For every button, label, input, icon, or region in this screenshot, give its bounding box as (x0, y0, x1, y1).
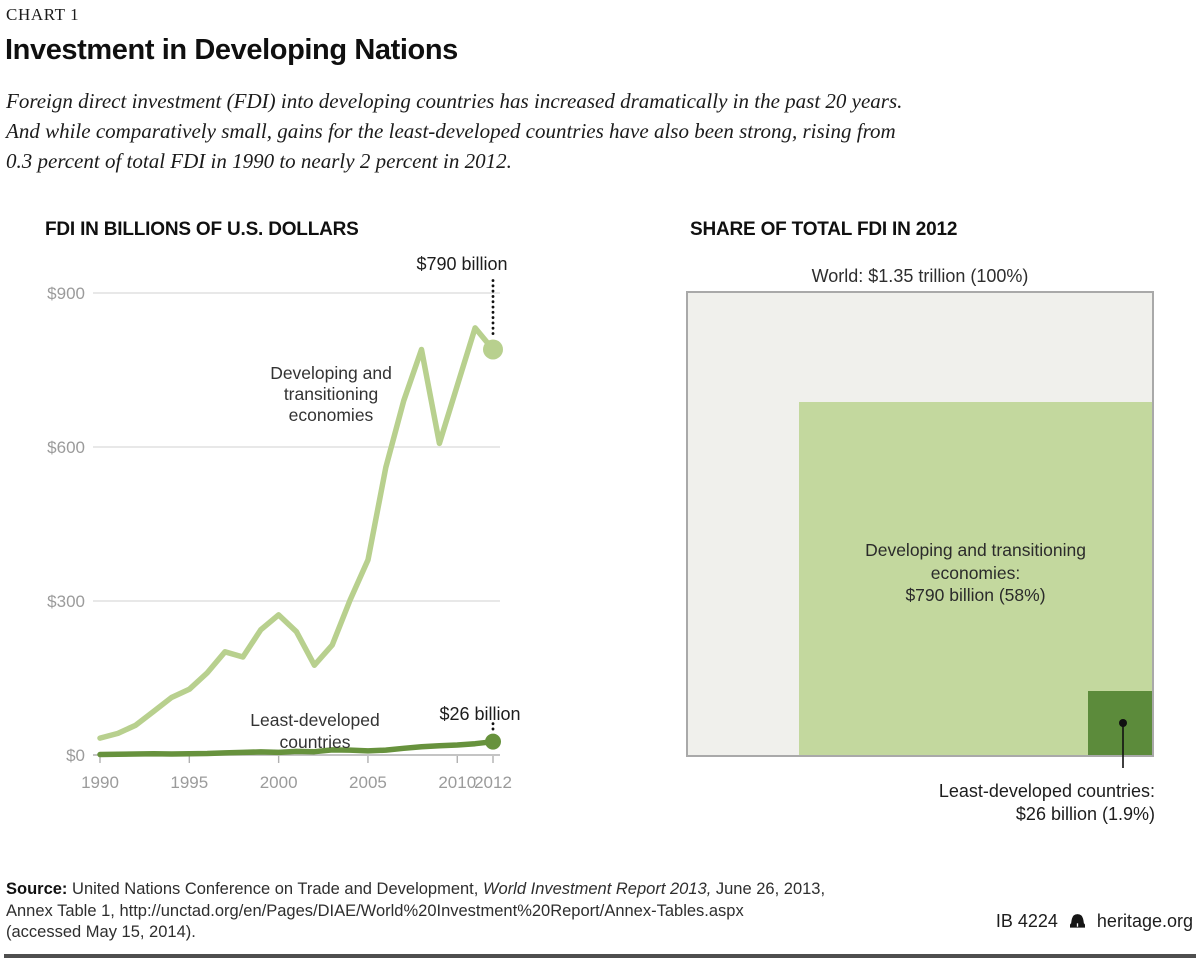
footer (996, 911, 1193, 932)
bottom-rule (4, 954, 1196, 958)
heritage-bell-icon (1067, 912, 1088, 931)
subtitle (6, 86, 902, 176)
source-line: (accessed May 15, 2014). (6, 923, 196, 941)
svg-text:$900: $900 (47, 284, 85, 303)
world-total-label: World: $1.35 trillion (100%) (811, 266, 1029, 286)
page-title: Investment in Developing Nations (5, 34, 458, 66)
series-label-least-developed: Least-developed countries (250, 710, 380, 752)
source-line: Source: United Nations Conference on Trade and Development, World Investment Report 2013, June 26, 2013, (6, 880, 826, 898)
doc-id: IB 4224 (995, 911, 1058, 931)
annotation-26-billion: $26 billion (439, 704, 521, 724)
subtitle-line: 0.3 percent of total FDI in 1990 to nearly 2 percent in 2012. (6, 149, 512, 173)
subtitle-line: And while comparatively small, gains for the least-developed countries have also been strong, rising from (6, 119, 896, 143)
share-chart-title: SHARE OF TOTAL FDI IN 2012 (690, 219, 958, 240)
svg-text:2000: 2000 (259, 773, 298, 792)
svg-text:2005: 2005 (349, 773, 387, 792)
subtitle-line: Foreign direct investment (FDI) into developing countries has increased dramatically in the past 20 years. (6, 89, 903, 113)
site-name: heritage.org (1096, 911, 1193, 931)
annotation-790-billion: $790 billion (416, 254, 508, 274)
svg-text:$600: $600 (47, 438, 85, 457)
svg-text:1995: 1995 (170, 773, 209, 792)
source-note (6, 879, 825, 944)
svg-text:2012: 2012 (474, 773, 512, 792)
least-developed-share-label: Least-developed countries: $26 billion (1.9%) (938, 781, 1155, 824)
series-label-developing: Developing and transitioning economies (270, 363, 392, 425)
line-chart-title: FDI IN BILLIONS OF U.S. DOLLARS (45, 219, 359, 240)
chart-kicker: CHART 1 (6, 5, 80, 24)
svg-text:2010: 2010 (438, 773, 477, 792)
developing-share-label: Developing and transitioning economies: $790 billion (58%) (865, 540, 1086, 605)
svg-text:1990: 1990 (81, 773, 119, 792)
svg-text:$300: $300 (47, 592, 85, 611)
fdi-share-squares (600, 250, 1200, 820)
svg-text:$0: $0 (66, 746, 85, 765)
source-line: Annex Table 1, http://unctad.org/en/Pages/DIAE/World%20Investment%20Report/Annex-Tables.aspx (6, 901, 744, 920)
